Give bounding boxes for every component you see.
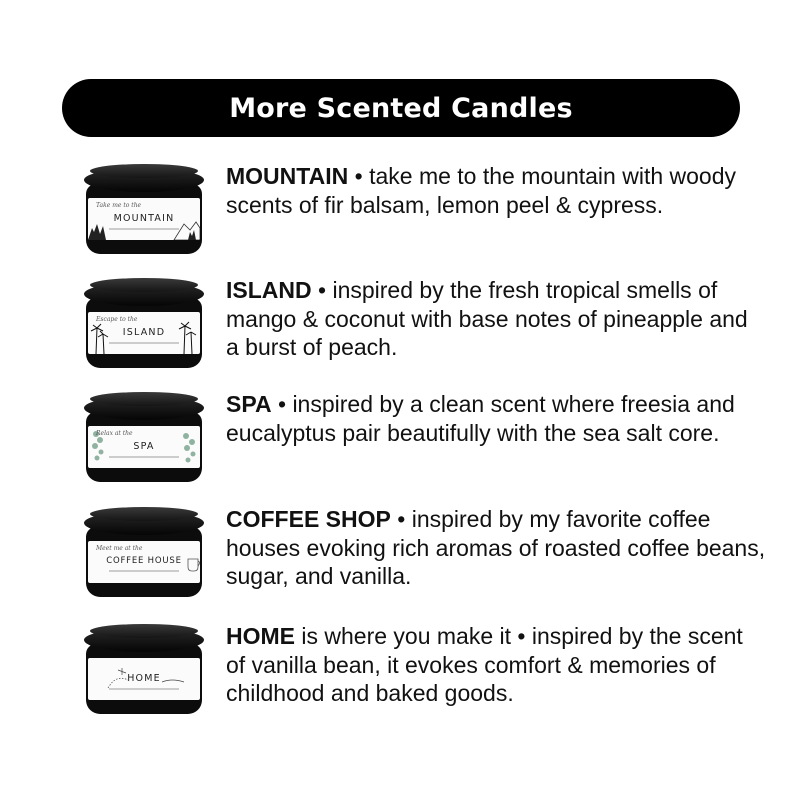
candle-label (88, 541, 200, 583)
candle-item-coffee-shop (84, 505, 764, 609)
label-name-text: ISLAND (122, 326, 166, 338)
candle-description: SPA • inspired by a clean scent where freesia and eucalyptus pair beautifully with the sea salt core. (226, 391, 735, 446)
candle-image (84, 505, 204, 605)
candle-label (88, 658, 200, 700)
candle-image (84, 276, 204, 376)
candle-text: inspired by a clean scent where freesia and eucalyptus pair beautifully with the sea salt core. (226, 391, 735, 446)
candle-text: take me to the mountain with woody scents of fir balsam, lemon peel & cypress. (226, 163, 736, 218)
label-script-text: Relax at the (96, 430, 133, 437)
label-name-text: HOME (127, 672, 161, 684)
label-script-text: Escape to the (96, 316, 138, 323)
candle-name: COFFEE SHOP (226, 506, 391, 532)
candle-label (88, 312, 200, 354)
candle-text: is where you make it • inspired by the scent of vanilla bean, it evokes comfort & memories of childhood and baked goods. (226, 623, 743, 706)
label-script-text: Take me to the (96, 202, 142, 209)
candle-description (226, 622, 766, 708)
candle-item-mountain (84, 162, 764, 266)
candle-name: HOME (226, 623, 295, 649)
label-name-text: COFFEE HOUSE (106, 556, 182, 566)
candle-item-island (84, 276, 764, 380)
candle-name: SPA (226, 391, 272, 417)
candle-description: MOUNTAIN • take me to the mountain with woody scents of fir balsam, lemon peel & cypress. (226, 163, 736, 218)
candle-image (84, 622, 204, 722)
candle-name: MOUNTAIN (226, 163, 349, 189)
label-name-text: MOUNTAIN (113, 212, 175, 224)
page-title: More Scented Candles (229, 92, 573, 124)
candle-text: inspired by my favorite coffee houses evoking rich aromas of roasted coffee beans, sugar, and vanilla. (226, 506, 766, 589)
label-script-text: Meet me at the (96, 545, 143, 552)
candle-label (88, 198, 200, 240)
candle-name: ISLAND (226, 277, 312, 303)
candle-description: COFFEE SHOP • inspired by my favorite coffee houses evoking rich aromas of roasted coffee beans, sugar, and vanilla. (226, 506, 766, 589)
candle-image (84, 390, 204, 490)
candle-text: inspired by the fresh tropical smells of mango & coconut with base notes of pineapple and a burst of peach. (226, 277, 748, 360)
label-name-text: SPA (133, 440, 155, 452)
title-banner (62, 79, 740, 137)
candle-image (84, 162, 204, 262)
candle-item-spa (84, 390, 764, 494)
candle-item-home (84, 622, 764, 726)
candle-description: ISLAND • inspired by the fresh tropical smells of mango & coconut with base notes of pineapple and a burst of peach. (226, 277, 748, 360)
candle-label (88, 426, 200, 468)
